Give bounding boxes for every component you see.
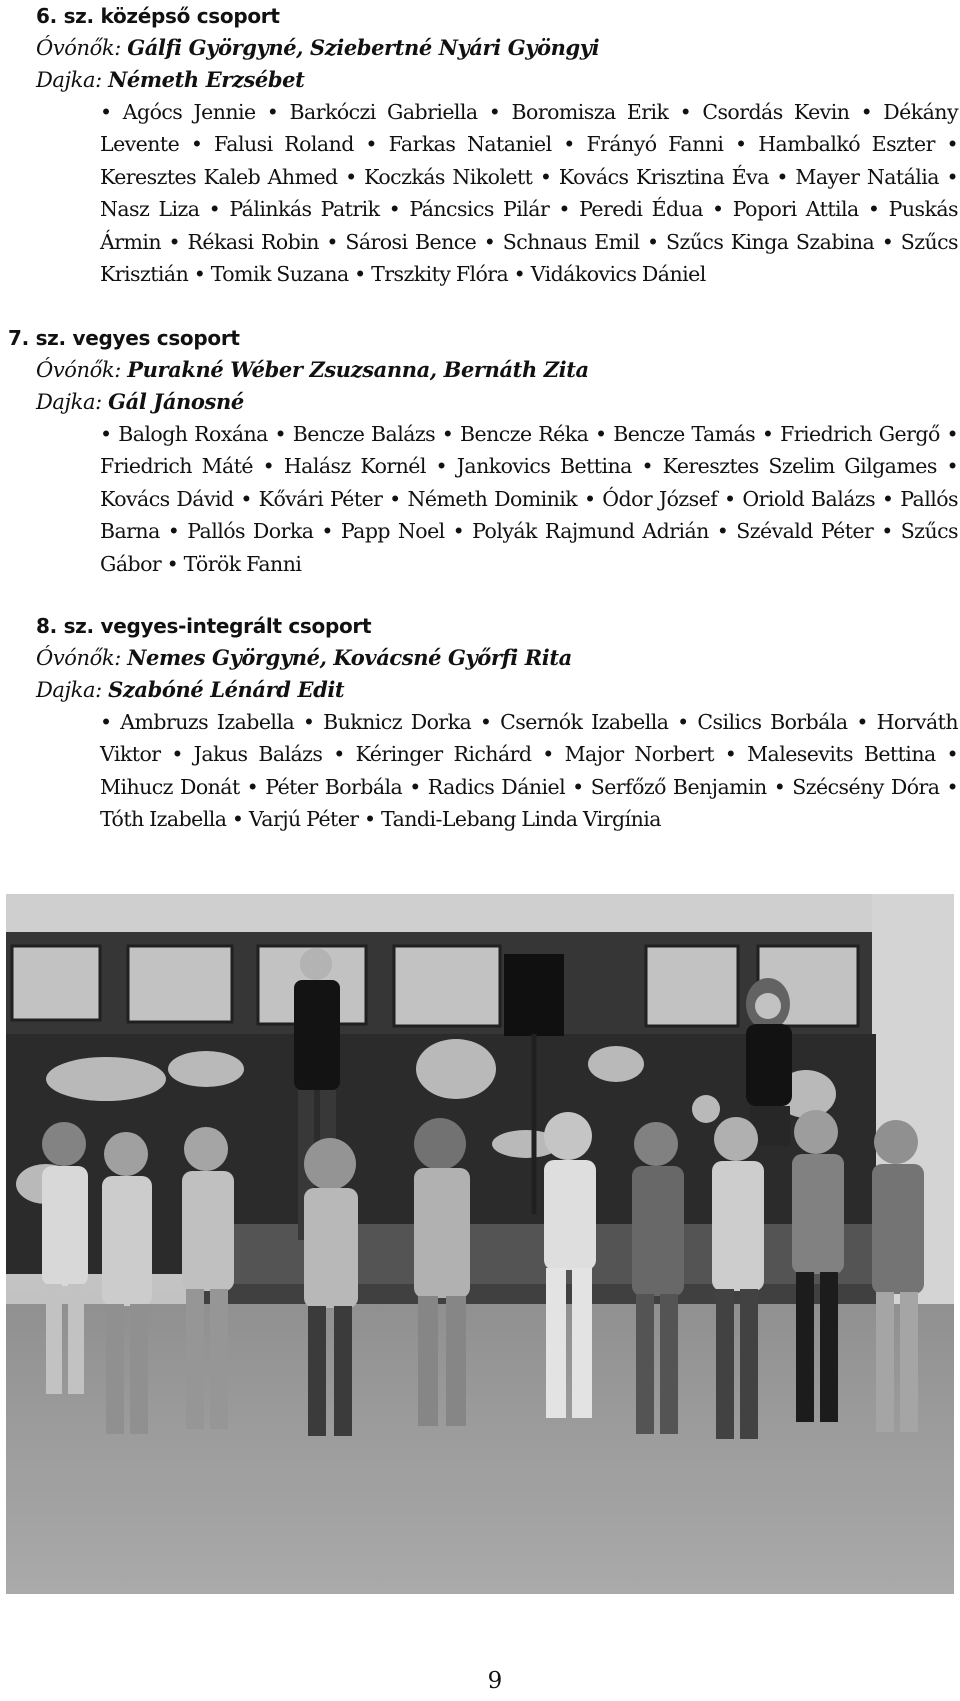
children-list: • Balogh Roxána • Bencze Balázs • Bencze Réka • Bencze Tamás • Friedrich Gergő • Friedrich Máté • Halász Kornél • Jankovics Bettina • Keresztes Szelim Gilgames • Kovács Dávid • Kővári Péter • Németh Dominik • Ódor József • Oriold Balázs • Pallós Barna • Pallós Dorka • Papp Noel • Polyák Rajmund Adrián • Szévald Péter • Szűcs Gábor • Török Fanni <box>100 422 958 576</box>
nanny-label: Dajka: <box>36 68 102 92</box>
teachers-line <box>36 32 956 64</box>
nanny-name: Szabóné Lénárd Edit <box>108 677 345 702</box>
teachers-names: Gálfi Györgyné, Sziebertné Nyári Gyöngyi <box>127 35 600 60</box>
nanny-line <box>36 64 956 96</box>
group-title: 7. sz. vegyes csoport <box>8 326 240 350</box>
group-section-6 <box>36 0 956 290</box>
group-section-7 <box>8 322 956 580</box>
teachers-line <box>36 642 956 674</box>
group-section-8 <box>36 610 956 836</box>
nanny-label: Dajka: <box>36 390 102 414</box>
nanny-name: Németh Erzsébet <box>108 67 305 92</box>
nanny-line <box>36 674 956 706</box>
group-title: 6. sz. középső csoport <box>36 4 280 28</box>
teachers-label: Óvónők: <box>36 358 121 382</box>
nanny-line <box>36 386 956 418</box>
nanny-name: Gál Jánosné <box>108 389 244 414</box>
teachers-line <box>36 354 956 386</box>
nanny-label: Dajka: <box>36 678 102 702</box>
children-list: • Ambruzs Izabella • Buknicz Dorka • Csernók Izabella • Csilics Borbála • Horváth Viktor • Jakus Balázs • Kéringer Richárd • Major Norbert • Malesevits Bettina • Mihucz Donát • Péter Borbála • Radics Dániel • Serfőző Benjamin • Szécsény Dóra • Tóth Izabella • Varjú Péter • Tandi-Lebang Linda Virgínia <box>100 710 958 832</box>
teachers-label: Óvónők: <box>36 646 121 670</box>
children-list: • Agócs Jennie • Barkóczi Gabriella • Boromisza Erik • Csordás Kevin • Dékány Levente • Falusi Roland • Farkas Nataniel • Frányó Fanni • Hambalkó Eszter • Keresztes Kaleb Ahmed • Koczkás Nikolett • Kovács Krisztina Éva • Mayer Natália • Nasz Liza • Pálinkás Patrik • Páncsics Pilár • Peredi Édua • Popori Attila • Puskás Ármin • Rékasi Robin • Sárosi Bence • Schnaus Emil • Szűcs Kinga Szabina • Szűcs Krisztián • Tomik Suzana • Trszkity Flóra • Vidákovics Dániel <box>100 100 958 287</box>
photo-children-dancing <box>6 894 954 1594</box>
teachers-names: Nemes Györgyné, Kovácsné Győrfi Rita <box>127 645 572 670</box>
photo-illustration <box>6 894 954 1594</box>
teachers-label: Óvónők: <box>36 36 121 60</box>
page-number: 9 <box>487 1668 503 1694</box>
group-title: 8. sz. vegyes-integrált csoport <box>36 614 372 638</box>
teachers-names: Purakné Wéber Zsuzsanna, Bernáth Zita <box>127 357 589 382</box>
